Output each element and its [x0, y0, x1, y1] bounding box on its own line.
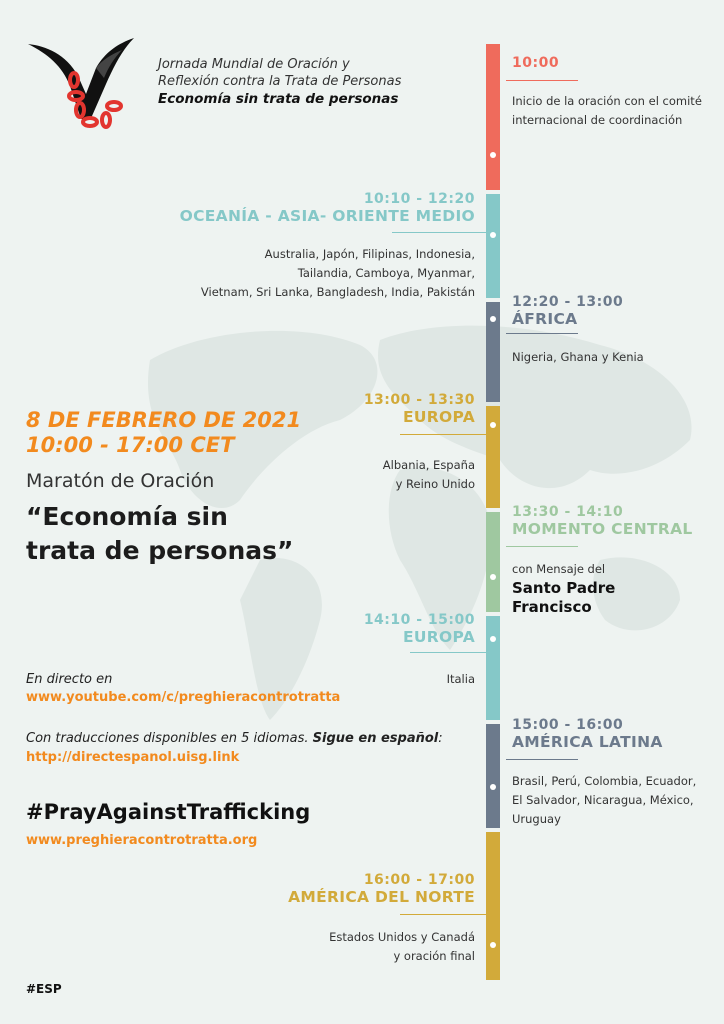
timeline-segment-3: [486, 302, 500, 402]
timeline-segment-2: [486, 194, 500, 298]
pope-name-line-1: Santo Padre: [512, 579, 616, 597]
slot-4: [364, 392, 475, 426]
timeline-segment-7: [486, 724, 500, 828]
timeline-segment-8: [486, 832, 500, 980]
divider: [410, 652, 486, 653]
slot-time: 10:00: [512, 55, 560, 71]
slot-time: 13:30 - 14:10: [512, 504, 624, 520]
divider: [506, 546, 578, 547]
desc-line: y Reino Unido: [395, 477, 475, 491]
slot-3: [512, 294, 712, 328]
slot-6: [364, 612, 475, 646]
timeline-dot: [490, 574, 496, 580]
quote-line-2: trata de personas”: [26, 536, 294, 565]
timeline-dot: [490, 152, 496, 158]
timeline-dot: [490, 942, 496, 948]
slot-1-desc: [512, 92, 712, 130]
divider: [400, 914, 486, 915]
slot-8: [288, 872, 475, 906]
bird-chain-logo: [26, 36, 146, 132]
desc-line: con Mensaje del: [512, 562, 606, 576]
timeline-segment-4: [486, 406, 500, 508]
desc-line: Inicio de la oración con el comité: [512, 94, 702, 108]
timeline-dot: [490, 636, 496, 642]
header-line-2: Reflexión contra la Trata de Personas: [158, 74, 402, 89]
translations-note: [26, 731, 443, 746]
slot-region: AMÉRICA DEL NORTE: [288, 888, 475, 906]
slot-time: 13:00 - 13:30: [363, 392, 475, 408]
slot-5: [512, 504, 712, 538]
timeline-segment-1: [486, 44, 500, 190]
slot-2-desc: [201, 245, 475, 302]
event-date: [26, 408, 301, 458]
hashtag: #PrayAgainstTrafficking: [26, 800, 311, 824]
divider: [506, 759, 578, 760]
translations-bold: Sigue en español: [312, 731, 439, 746]
desc-line: y oración final: [393, 949, 475, 963]
slot-region: ÁFRICA: [512, 310, 578, 328]
event-header: [158, 56, 478, 108]
desc-line: El Salvador, Nicaragua, México,: [512, 793, 694, 807]
desc-line: Albania, España: [382, 458, 475, 472]
slot-7: [512, 717, 712, 751]
quote-line-1: “Economía sin: [26, 502, 228, 531]
divider: [506, 333, 578, 334]
youtube-link[interactable]: www.youtube.com/c/preghieracontrotratta: [26, 690, 341, 705]
slot-1: [512, 55, 712, 71]
date-line: 8 DE FEBRERO DE 2021: [26, 408, 302, 432]
slot-3-desc: [512, 348, 712, 367]
slot-region: AMÉRICA LATINA: [512, 733, 663, 751]
slot-4-desc: [383, 456, 475, 494]
slot-time: 15:00 - 16:00: [512, 717, 624, 733]
slot-region: EUROPA: [402, 628, 475, 646]
pope-name-line-2: Francisco: [512, 598, 592, 616]
desc-line: internacional de coordinación: [512, 113, 683, 127]
slot-6-desc: [447, 670, 475, 689]
maraton-label: Maratón de Oración: [26, 470, 215, 492]
colon: :: [438, 731, 443, 746]
translations-text: Con traducciones disponibles en 5 idiomas.: [26, 731, 309, 746]
header-line-3: Economía sin trata de personas: [158, 91, 399, 107]
timeline-segment-5: [486, 512, 500, 612]
desc-line: Nigeria, Ghana y Kenia: [512, 350, 644, 364]
live-label: En directo en: [26, 672, 113, 687]
site-link[interactable]: www.preghieracontrotratta.org: [26, 833, 258, 848]
time-line: 10:00 - 17:00 CET: [26, 433, 235, 457]
desc-line: Estados Unidos y Canadá: [329, 930, 475, 944]
timeline-dot: [490, 316, 496, 322]
divider: [506, 80, 578, 81]
desc-line: Uruguay: [512, 812, 561, 826]
direct-spanish-link[interactable]: http://directespanol.uisg.link: [26, 750, 240, 765]
desc-line: Brasil, Perú, Colombia, Ecuador,: [512, 774, 697, 788]
timeline-dot: [490, 784, 496, 790]
slot-time: 16:00 - 17:00: [363, 872, 475, 888]
timeline-segment-6: [486, 616, 500, 720]
event-quote: [26, 500, 346, 568]
slot-5-desc: [512, 560, 712, 617]
slot-time: 10:10 - 12:20: [363, 191, 475, 207]
language-tag: #ESP: [26, 982, 62, 996]
desc-line: Australia, Japón, Filipinas, Indonesia,: [264, 247, 475, 261]
slot-region: EUROPA: [402, 408, 475, 426]
slot-time: 12:20 - 13:00: [512, 294, 624, 310]
slot-2: [180, 191, 475, 225]
timeline-dot: [490, 232, 496, 238]
slot-region: OCEANÍA - ASIA- ORIENTE MEDIO: [179, 207, 475, 225]
divider: [392, 232, 486, 233]
desc-line: Vietnam, Sri Lanka, Bangladesh, India, Pakistán: [200, 285, 475, 299]
slot-7-desc: [512, 772, 712, 829]
desc-line: Italia: [446, 672, 475, 686]
slot-8-desc: [329, 928, 475, 966]
timeline-dot: [490, 422, 496, 428]
header-line-1: Jornada Mundial de Oración y: [158, 57, 350, 72]
slot-region: MOMENTO CENTRAL: [512, 520, 693, 538]
desc-line: Tailandia, Camboya, Myanmar,: [297, 266, 475, 280]
divider: [400, 434, 486, 435]
slot-time: 14:10 - 15:00: [363, 612, 475, 628]
